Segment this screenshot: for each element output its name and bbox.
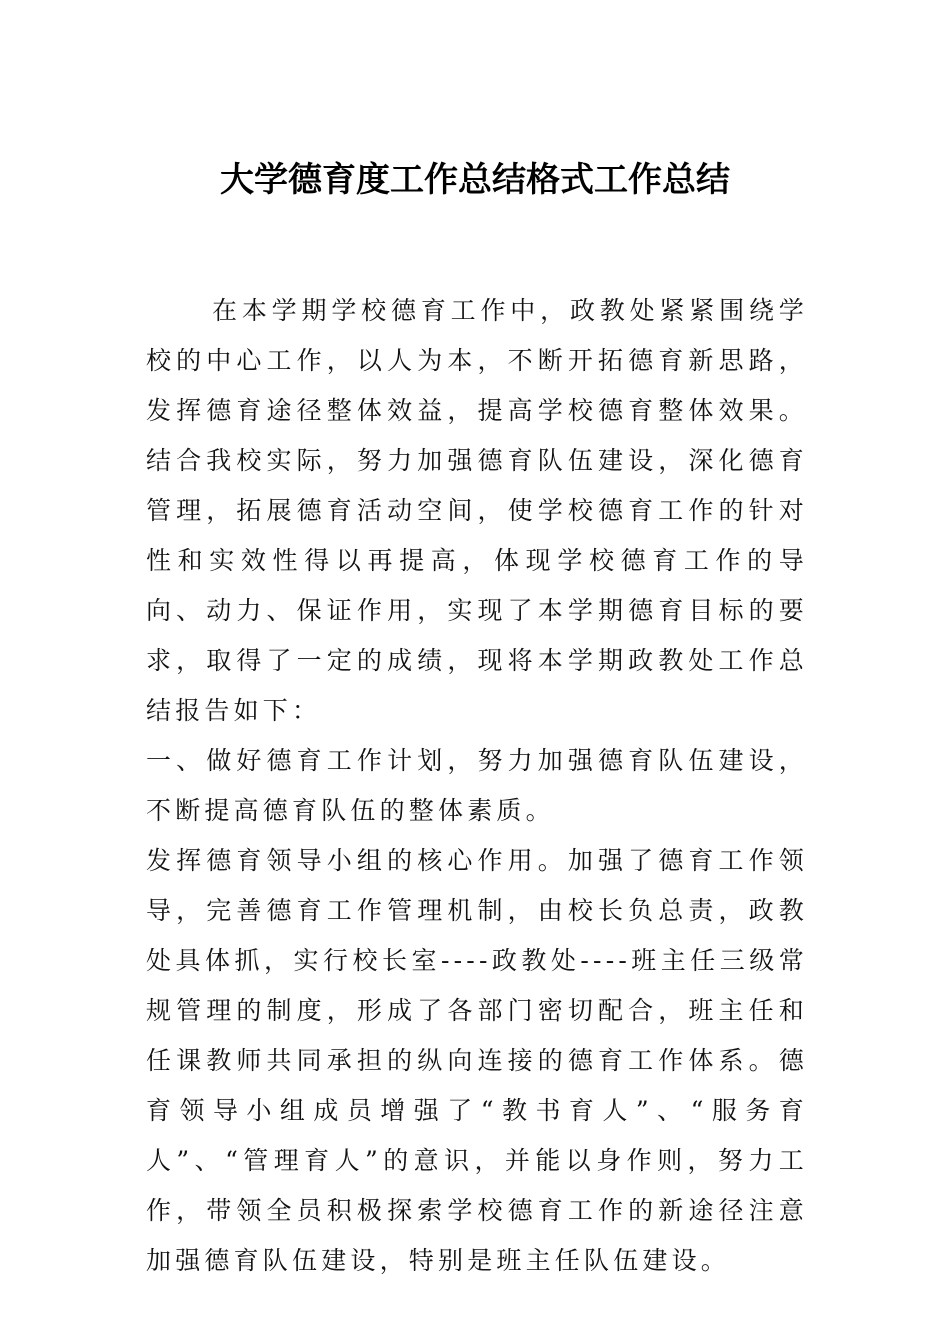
paragraph-section-heading: 一、做好德育工作计划，努力加强德育队伍建设，不断提高德育队伍的整体素质。 <box>146 746 808 825</box>
document-title: 大学德育度工作总结格式工作总结 <box>220 160 730 200</box>
paragraph-intro: 在本学期学校德育工作中，政教处紧紧围绕学校的中心工作，以人为本，不断开拓德育新思路，发挥德育途径整体效益，提高学校德育整体效果。结合我校实际，努力加强德育队伍建设，深化德育管理，拓展德育活动空间，使学校德育工作的针对性和实效性得以再提高，体现学校德育工作的导向、动力、保证作用，实现了本学期德育目标的要求，取得了一定的成绩，现将本学期政教处工作总结报告如下： <box>146 296 808 725</box>
document-body <box>146 286 808 1286</box>
paragraph-leadership: 发挥德育领导小组的核心作用。加强了德育工作领导，完善德育工作管理机制，由校长负总责，政教处具体抓，实行校长室----政教处----班主任三级常规管理的制度，形成了各部门密切配合，班主任和任课教师共同承担的纵向连接的德育工作体系。德育领导小组成员增强了“教书育人”、“服务育人”、“管理育人”的意识，并能以身作则，努力工作，带领全员积极探索学校德育工作的新途径注意加强德育队伍建设，特别是班主任队伍建设。 <box>146 846 808 1275</box>
